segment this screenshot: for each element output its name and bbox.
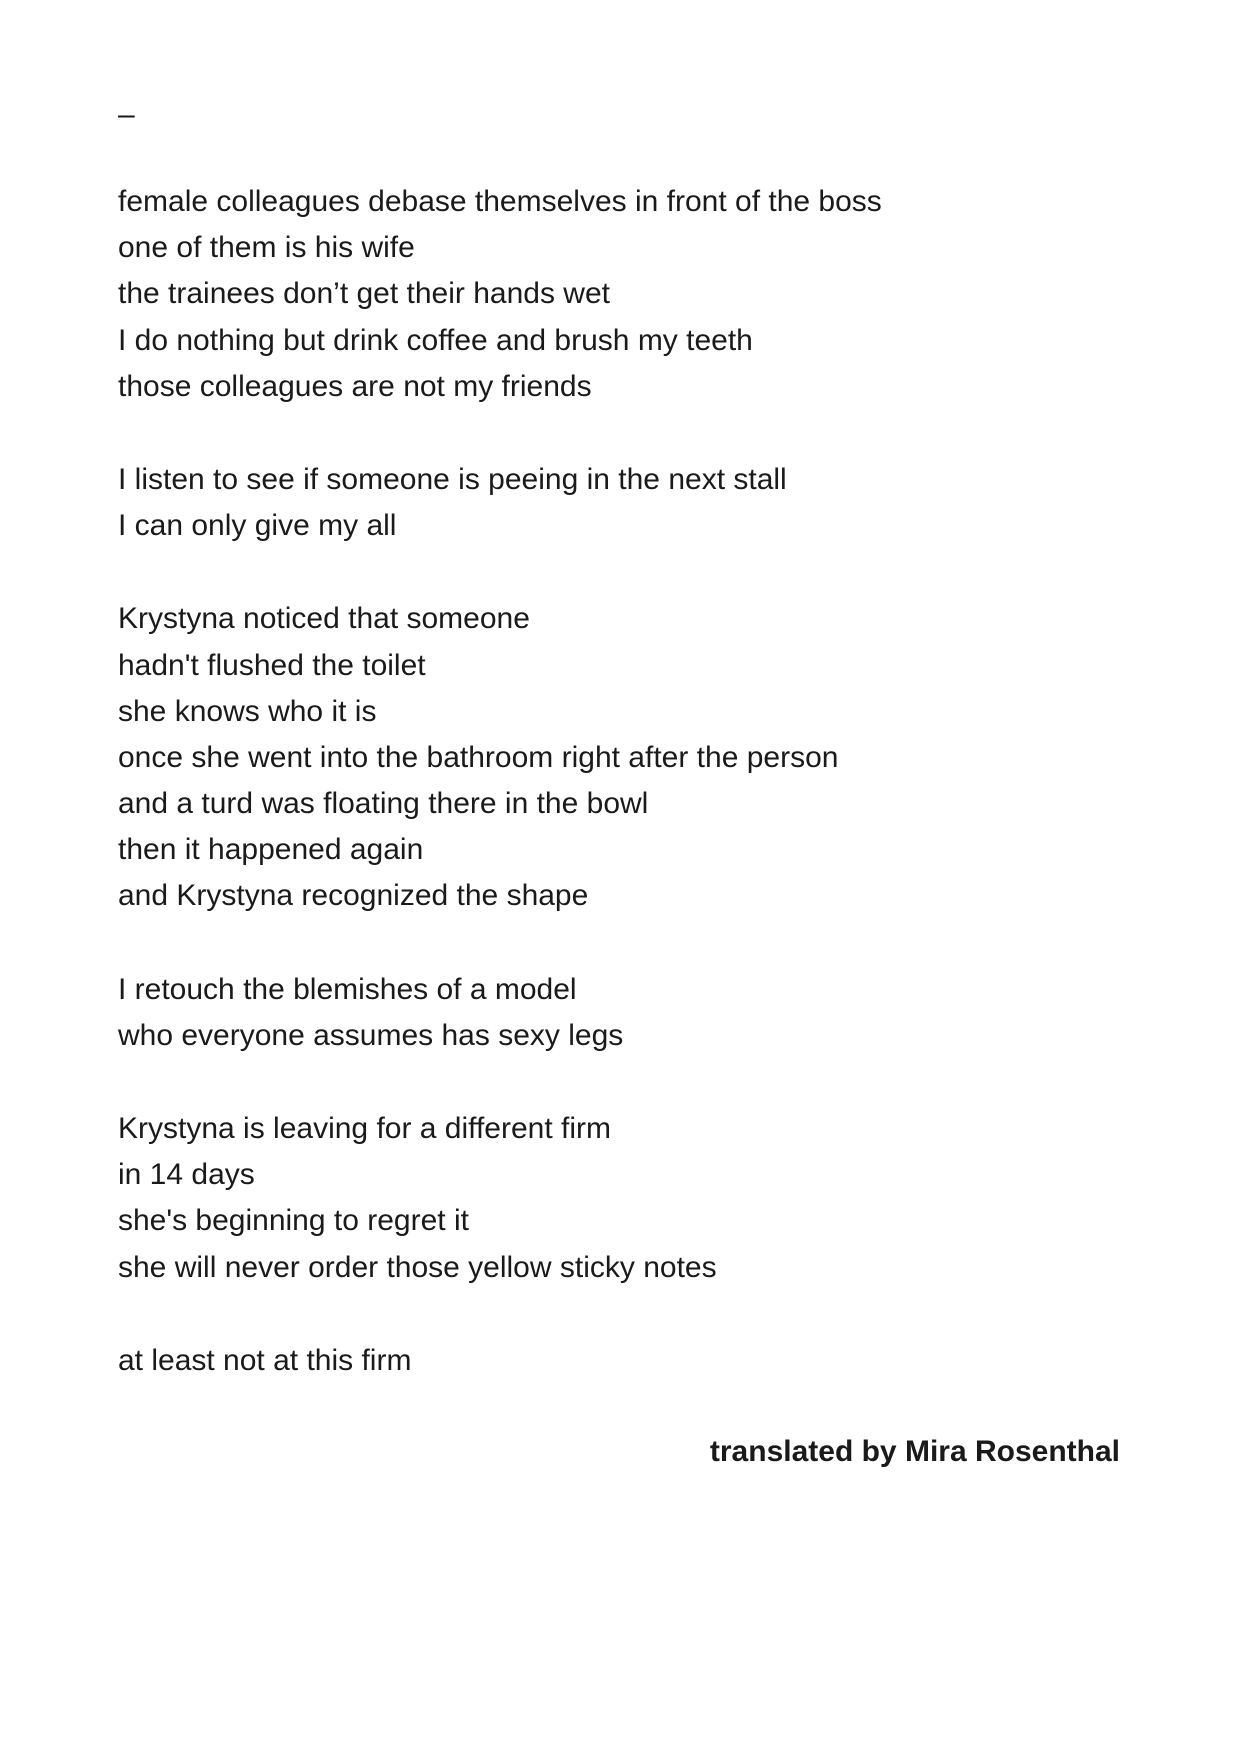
poem-line: in 14 days [118,1158,255,1192]
poem-line: the trainees don’t get their hands wet [118,277,610,311]
poem-line: Krystyna noticed that someone [118,602,530,636]
poem-line: I listen to see if someone is peeing in the next stall [118,462,787,496]
poem-line: once she went into the bathroom right after the person [118,740,839,774]
poem-line: she will never order those yellow sticky notes [118,1250,717,1284]
poem-line: female colleagues debase themselves in front of the boss [118,185,882,218]
poem-line: I can only give my all [118,509,397,543]
poem-line: she knows who it is [118,694,377,728]
poem-line: one of them is his wife [118,231,415,265]
poem-line: those colleagues are not my friends [118,369,592,403]
poem-line: she's beginning to regret it [118,1204,469,1238]
stanza-5 [118,1106,1118,1291]
poem-line: then it happened again [118,833,424,867]
poem-line: Krystyna is leaving for a different firm [118,1112,611,1145]
poem-line: who everyone assumes has sexy legs [118,1018,624,1052]
stanza-6 [118,1338,1118,1384]
poem-body [118,179,1118,1431]
poem-line: at least not at this firm [118,1343,412,1377]
poem-line: I do nothing but drink coffee and brush my teeth [118,323,753,357]
stanza-1 [118,179,1118,410]
poem-line: and Krystyna recognized the shape [118,879,589,913]
poem-line: I retouch the blemishes of a model [118,972,577,1006]
section-dash: – [118,98,135,131]
poem-line: and a turd was floating there in the bowl [118,787,649,821]
stanza-2 [118,457,1118,549]
stanza-3 [118,596,1118,919]
translator-credit: translated by Mira Rosenthal [709,1435,1120,1468]
poem-line: hadn't flushed the toilet [118,648,426,682]
stanza-4 [118,967,1118,1059]
